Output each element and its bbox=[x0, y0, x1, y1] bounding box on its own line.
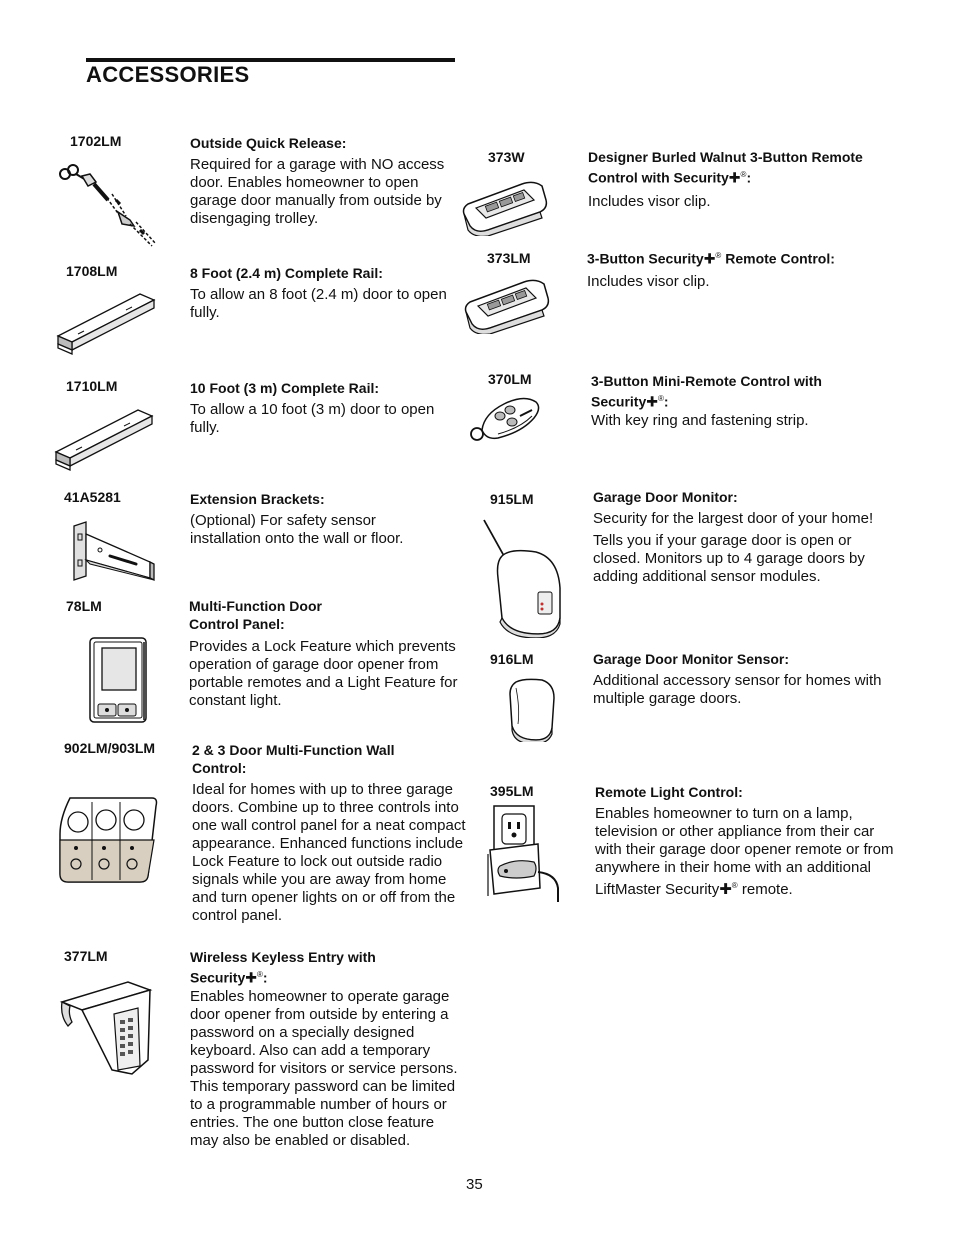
item-title-walnut-remote: Designer Burled Walnut 3-Button Remote Control with Security✚®: bbox=[588, 149, 863, 186]
item-code-915lm: 915LM bbox=[490, 491, 534, 507]
extension-bracket-illustration bbox=[70, 520, 156, 588]
item-code-377lm: 377LM bbox=[64, 948, 108, 964]
page-number: 35 bbox=[466, 1176, 483, 1193]
item-desc-mini-remote: With key ring and fastening strip. bbox=[591, 412, 809, 429]
item-code-41a5281: 41A5281 bbox=[64, 489, 121, 505]
remote-light-control-illustration bbox=[486, 804, 566, 904]
security-plus-icon: ✚ bbox=[703, 250, 716, 267]
item-title-mini-remote: 3-Button Mini-Remote Control with Security✚®: bbox=[591, 373, 822, 410]
quick-release-illustration bbox=[56, 160, 160, 252]
item-desc-garage-door-monitor-1: Security for the largest door of your home! bbox=[593, 510, 874, 527]
item-code-370lm: 370LM bbox=[488, 371, 532, 387]
item-desc-outside-quick-release: Required for a garage with NO access door. Enables homeowner to open garage door manually from outside by disengaging trolley. bbox=[190, 156, 445, 227]
door-control-panel-illustration bbox=[88, 636, 150, 726]
item-title-8-foot-rail: 8 Foot (2.4 m) Complete Rail: bbox=[190, 265, 383, 281]
item-code-1702lm: 1702LM bbox=[70, 133, 122, 149]
item-code-373w: 373W bbox=[488, 149, 525, 165]
item-title-outside-quick-release: Outside Quick Release: bbox=[190, 135, 347, 151]
item-title-remote-light-control: Remote Light Control: bbox=[595, 784, 743, 800]
item-title-3-button-remote: 3-Button Security✚® Remote Control: bbox=[587, 250, 835, 267]
item-desc-3-button-remote: Includes visor clip. bbox=[587, 273, 710, 290]
item-title-multi-function-door-control: Multi-Function Door Control Panel: bbox=[189, 598, 322, 632]
item-code-78lm: 78LM bbox=[66, 598, 102, 614]
item-code-373lm: 373LM bbox=[487, 250, 531, 266]
item-desc-garage-door-monitor-sensor: Additional accessory sensor for homes with multiple garage doors. bbox=[593, 672, 882, 707]
item-desc-wireless-keyless-entry: Enables homeowner to operate garage door opener from outside by entering a password on a specially designed keyboard. Also can add a temporary password for visitors or service persons. This temporary password can be limited to a programmable number of hours or entries. The one button close feature may also be enabled or disabled. bbox=[190, 988, 458, 1149]
item-title-wireless-keyless-entry: Wireless Keyless Entry with Security✚®: bbox=[190, 949, 376, 986]
item-desc-10-foot-rail: To allow a 10 foot (3 m) door to open fully. bbox=[190, 401, 435, 436]
security-plus-icon: ✚ bbox=[245, 969, 257, 986]
item-desc-multi-function-door-control: Provides a Lock Feature which prevents operation of garage door opener from portable remotes and a Light Feature for constant light. bbox=[189, 638, 458, 709]
security-plus-icon: ✚ bbox=[719, 881, 732, 898]
item-desc-garage-door-monitor-2: Tells you if your garage door is open or closed. Monitors up to 4 garage doors by adding additional sensor modules. bbox=[593, 532, 865, 585]
item-code-1710lm: 1710LM bbox=[66, 378, 118, 394]
item-title-extension-brackets: Extension Brackets: bbox=[190, 491, 325, 507]
walnut-remote-illustration bbox=[460, 178, 550, 236]
security-plus-icon: ✚ bbox=[728, 169, 741, 186]
3-button-remote-illustration bbox=[462, 276, 552, 334]
security-plus-icon: ✚ bbox=[646, 393, 658, 410]
item-code-902lm-903lm: 902LM/903LM bbox=[64, 740, 156, 756]
item-title-garage-door-monitor-sensor: Garage Door Monitor Sensor: bbox=[593, 651, 790, 667]
item-title-garage-door-monitor: Garage Door Monitor: bbox=[593, 489, 738, 505]
item-desc-wall-control: Ideal for homes with up to three garage doors. Combine up to three controls into one wall control panel for a neat compact appearance. Enhanced functions include Lock Feature to lock out outside radio signals while you are away from home and turn opener lights on or off from the control panel. bbox=[192, 781, 466, 924]
rail-10-foot-illustration bbox=[54, 404, 154, 472]
item-desc-8-foot-rail: To allow an 8 foot (2.4 m) door to open fully. bbox=[190, 286, 447, 321]
item-desc-walnut-remote: Includes visor clip. bbox=[588, 193, 711, 210]
item-title-wall-control: 2 & 3 Door Multi-Function Wall Control: bbox=[192, 742, 395, 776]
item-desc-remote-light-control: Enables homeowner to turn on a lamp, television or other appliance from their car with their garage door opener remote or from anywhere in their home with an additional LiftMaster Security✚® remote. bbox=[595, 805, 894, 898]
rail-8-foot-illustration bbox=[56, 288, 156, 356]
monitor-sensor-illustration bbox=[506, 678, 558, 742]
item-title-10-foot-rail: 10 Foot (3 m) Complete Rail: bbox=[190, 380, 380, 396]
item-desc-extension-brackets: (Optional) For safety sensor installation onto the wall or floor. bbox=[190, 512, 404, 547]
page-title: ACCESSORIES bbox=[86, 62, 250, 87]
item-code-1708lm: 1708LM bbox=[66, 263, 118, 279]
wall-control-illustration bbox=[56, 794, 160, 886]
garage-door-monitor-illustration bbox=[480, 518, 564, 638]
keyless-entry-illustration bbox=[58, 980, 154, 1076]
item-code-395lm: 395LM bbox=[490, 783, 534, 799]
item-code-916lm: 916LM bbox=[490, 651, 534, 667]
mini-remote-illustration bbox=[468, 394, 542, 446]
